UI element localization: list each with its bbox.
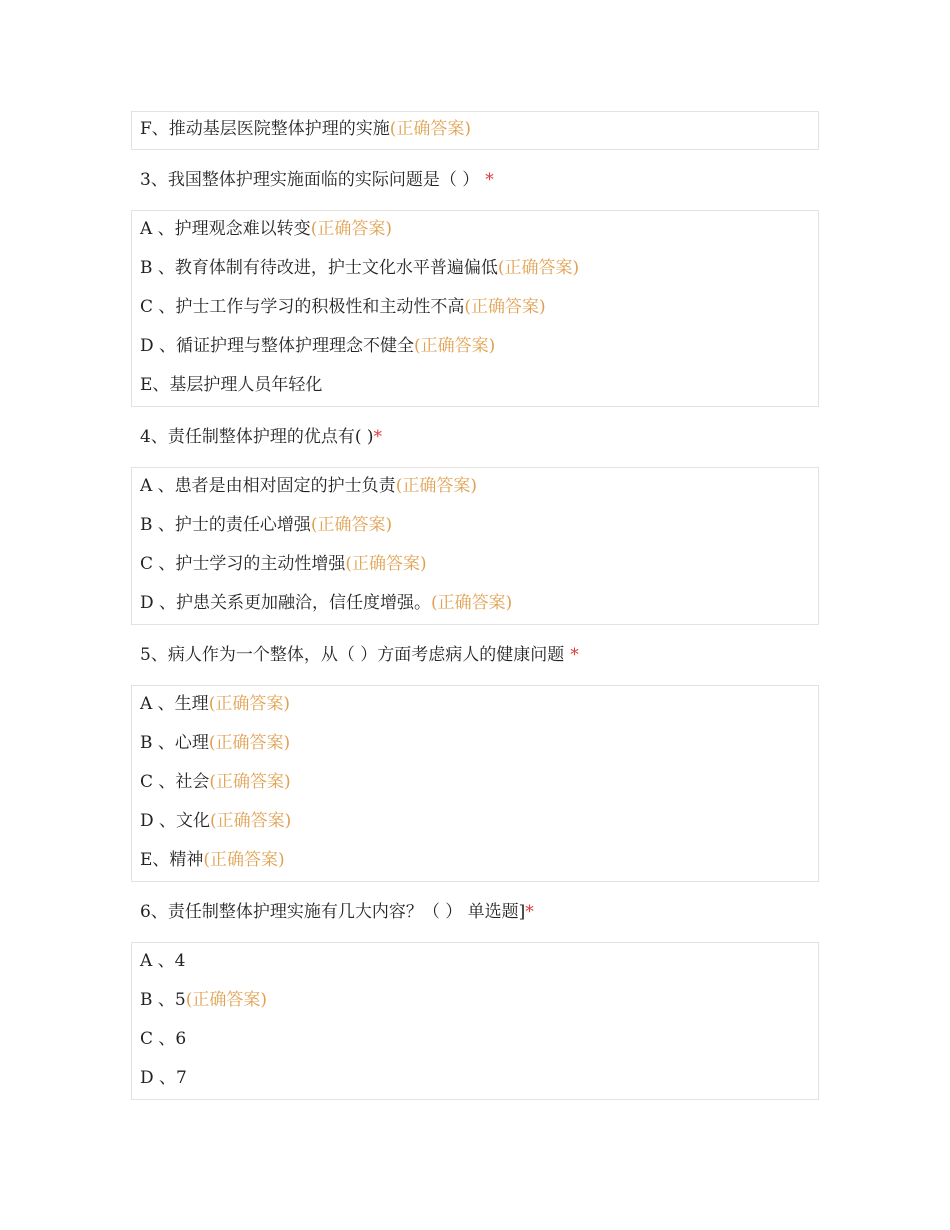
- correct-answer-tag: (正确答案): [208, 694, 290, 714]
- option-text: E、精神: [140, 850, 204, 870]
- question-text: 5、病人作为一个整体，从（ ）方面考虑病人的健康问题: [140, 645, 565, 665]
- option-q3-c: [140, 289, 810, 328]
- required-star: *: [373, 427, 382, 447]
- question-3-options: [131, 210, 819, 407]
- question-4-options: [131, 467, 819, 625]
- correct-answer-tag: (正确答案): [345, 554, 427, 574]
- correct-answer-tag: (正确答案): [464, 297, 546, 317]
- correct-answer-tag: (正确答案): [395, 476, 477, 496]
- correct-answer-tag: (正确答案): [389, 119, 472, 139]
- correct-answer-tag: (正确答案): [203, 850, 285, 870]
- option-q6-a: [140, 943, 810, 982]
- option-text: E、基层护理人员年轻化: [140, 375, 323, 395]
- option-q3-b: [140, 250, 810, 289]
- question-3-title: [131, 150, 819, 210]
- question-5-options: [131, 685, 819, 882]
- correct-answer-tag: (正确答案): [497, 258, 580, 278]
- option-q5-e: [140, 842, 810, 881]
- option-text: C 、社会: [140, 772, 210, 792]
- correct-answer-tag: (正确答案): [310, 515, 393, 535]
- question-5-title: [131, 625, 819, 685]
- required-star: *: [525, 902, 534, 922]
- required-star: *: [570, 645, 579, 665]
- option-q3-e: [140, 367, 810, 406]
- option-text: A 、生理: [140, 694, 209, 714]
- option-q5-d: [140, 803, 810, 842]
- question-4-title: [131, 407, 819, 467]
- option-box-prev: [131, 111, 819, 150]
- option-q6-b: [140, 982, 810, 1021]
- correct-answer-tag: (正确答案): [185, 990, 267, 1010]
- question-text: 6、责任制整体护理实施有几大内容？（ ） 单选题]: [140, 902, 526, 922]
- option-text: B 、教育体制有待改进，护士文化水平普遍偏低: [140, 258, 498, 278]
- option-q6-d: [140, 1060, 810, 1099]
- correct-answer-tag: (正确答案): [414, 336, 496, 356]
- survey-page: [131, 111, 819, 1100]
- correct-answer-tag: (正确答案): [208, 733, 291, 753]
- correct-answer-tag: (正确答案): [210, 811, 292, 831]
- option-q4-c: [140, 546, 810, 585]
- option-text: B 、心理: [140, 733, 209, 753]
- option-text: A 、患者是由相对固定的护士负责: [140, 476, 396, 496]
- option-q5-b: [140, 725, 810, 764]
- option-text: C 、护士工作与学习的积极性和主动性不高: [140, 297, 465, 317]
- correct-answer-tag: (正确答案): [209, 772, 291, 792]
- required-star: *: [485, 170, 494, 190]
- option-text: B 、5: [140, 990, 186, 1010]
- option-text: F、推动基层医院整体护理的实施: [140, 119, 390, 139]
- correct-answer-tag: (正确答案): [431, 593, 513, 613]
- option-text: D 、循证护理与整体护理理念不健全: [140, 336, 415, 356]
- question-text: 4、责任制整体护理的优点有( ): [140, 427, 374, 447]
- option-text: C 、护士学习的主动性增强: [140, 554, 346, 574]
- question-6-options: [131, 942, 819, 1100]
- option-text: D 、7: [140, 1068, 187, 1088]
- option-q3-a: [140, 211, 810, 250]
- option-q4-d: [140, 585, 810, 624]
- option-text: D 、文化: [140, 811, 211, 831]
- option-text: D 、护患关系更加融洽，信任度增强。: [140, 593, 432, 613]
- option-q5-c: [140, 764, 810, 803]
- option-q4-b: [140, 507, 810, 546]
- option-text: A 、护理观念难以转变: [140, 219, 311, 239]
- option-text: B 、护士的责任心增强: [140, 515, 311, 535]
- option-text: C 、6: [140, 1029, 187, 1049]
- option-q4-a: [140, 468, 810, 507]
- question-6-title: [131, 882, 819, 942]
- option-prev-f: [140, 112, 810, 149]
- option-q3-d: [140, 328, 810, 367]
- option-q6-c: [140, 1021, 810, 1060]
- option-q5-a: [140, 686, 810, 725]
- question-text: 3、我国整体护理实施面临的实际问题是（ ）: [140, 170, 480, 190]
- correct-answer-tag: (正确答案): [310, 219, 392, 239]
- option-text: A 、4: [140, 951, 186, 971]
